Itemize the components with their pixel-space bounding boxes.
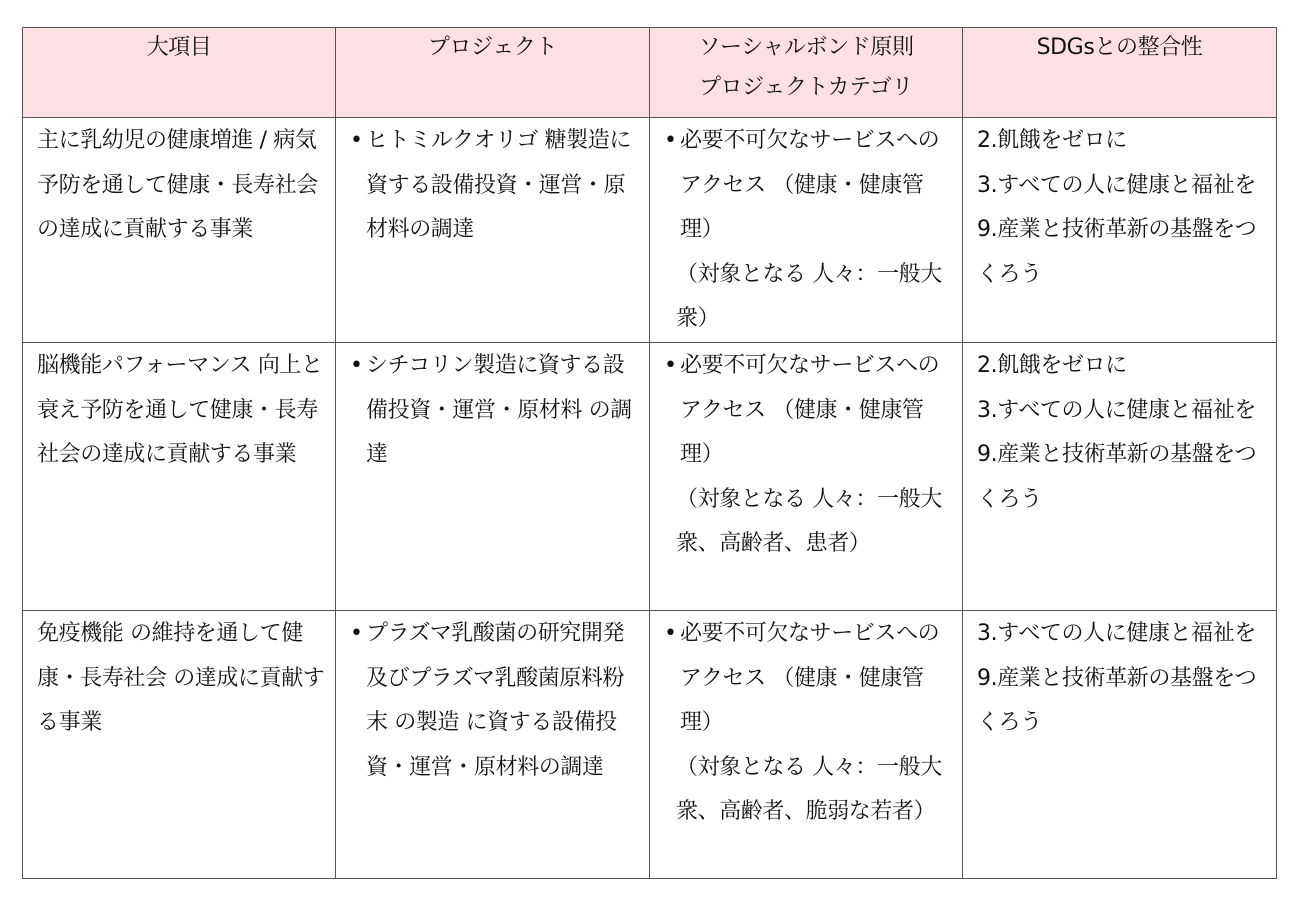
principle-bullet: • 必要不可欠なサービスへのアクセス （健康・健康管理） [664,344,952,478]
header-sdgs: SDGsとの整合性 [963,28,1277,118]
category-cell: 脳機能パフォーマンス 向上と衰え予防を通して健康・長寿社会の達成に貢献する事業 [23,342,336,610]
sdg-item: 3.すべての人に健康と福祉を [977,172,1256,198]
table-row [23,118,1277,343]
target-note: （対象となる 人々：一般大衆、高齢者、脆弱な若者） [676,754,942,825]
sdg-item: 3.すべての人に健康と福祉を [977,620,1256,646]
sdg-item: 3.すべての人に健康と福祉を [977,397,1256,423]
document-sheet [22,27,1276,879]
sdg-item: 2.飢餓をゼロに [977,352,1127,378]
project-bullet: • シチコリン製造に資する設備投資・運営・原材料 の調達 [350,344,639,478]
sdg-item: 2.飢餓をゼロに [977,128,1127,153]
target-note: （対象となる 人々：一般大衆、高齢者、患者） [676,486,942,557]
project-cell [336,342,650,610]
category-cell: 免疫機能 の維持を通して健康・長寿社会 の達成に貢献する事業 [23,610,336,878]
header-category: 大項目 [23,28,336,118]
project-bullet: • プラズマ乳酸菌の研究開発及びプラズマ乳酸菌原料粉末 の製造 に資する設備投資・運営・原材料の調達 [350,612,639,790]
header-project: プロジェクト [336,28,650,118]
principle-bullet: • 必要不可欠なサービスへのアクセス （健康・健康管理） [664,612,952,746]
principle-cell [650,118,963,343]
project-cell [336,118,650,343]
table-row [23,610,1277,878]
sdg-item: 9.産業と技術革新の基盤をつくろう [977,665,1257,736]
principle-bullet: • 必要不可欠なサービスへのアクセス （健康・健康管理） [664,119,952,253]
principle-cell [650,610,963,878]
table-row [23,342,1277,610]
header-row [23,28,1277,118]
category-cell: 主に乳幼児の健康増進 / 病気予防を通して健康・長寿社会の達成に貢献する事業 [23,118,336,343]
project-cell [336,610,650,878]
target-note: （対象となる 人々：一般大衆） [676,261,942,332]
sdg-item: 9.産業と技術革新の基盤をつくろう [977,442,1257,512]
social-bond-table [22,27,1277,879]
header-principle: ソーシャルボンド原則 プロジェクトカテゴリ [650,28,963,118]
principle-cell [650,342,963,610]
sdg-item: 9.産業と技術革新の基盤をつくろう [977,217,1257,287]
sdgs-cell [963,610,1277,878]
project-bullet: • ヒトミルクオリゴ 糖製造に資する設備投資・運営・原材料の調達 [350,119,639,253]
sdgs-cell [963,118,1277,343]
sdgs-cell [963,342,1277,610]
